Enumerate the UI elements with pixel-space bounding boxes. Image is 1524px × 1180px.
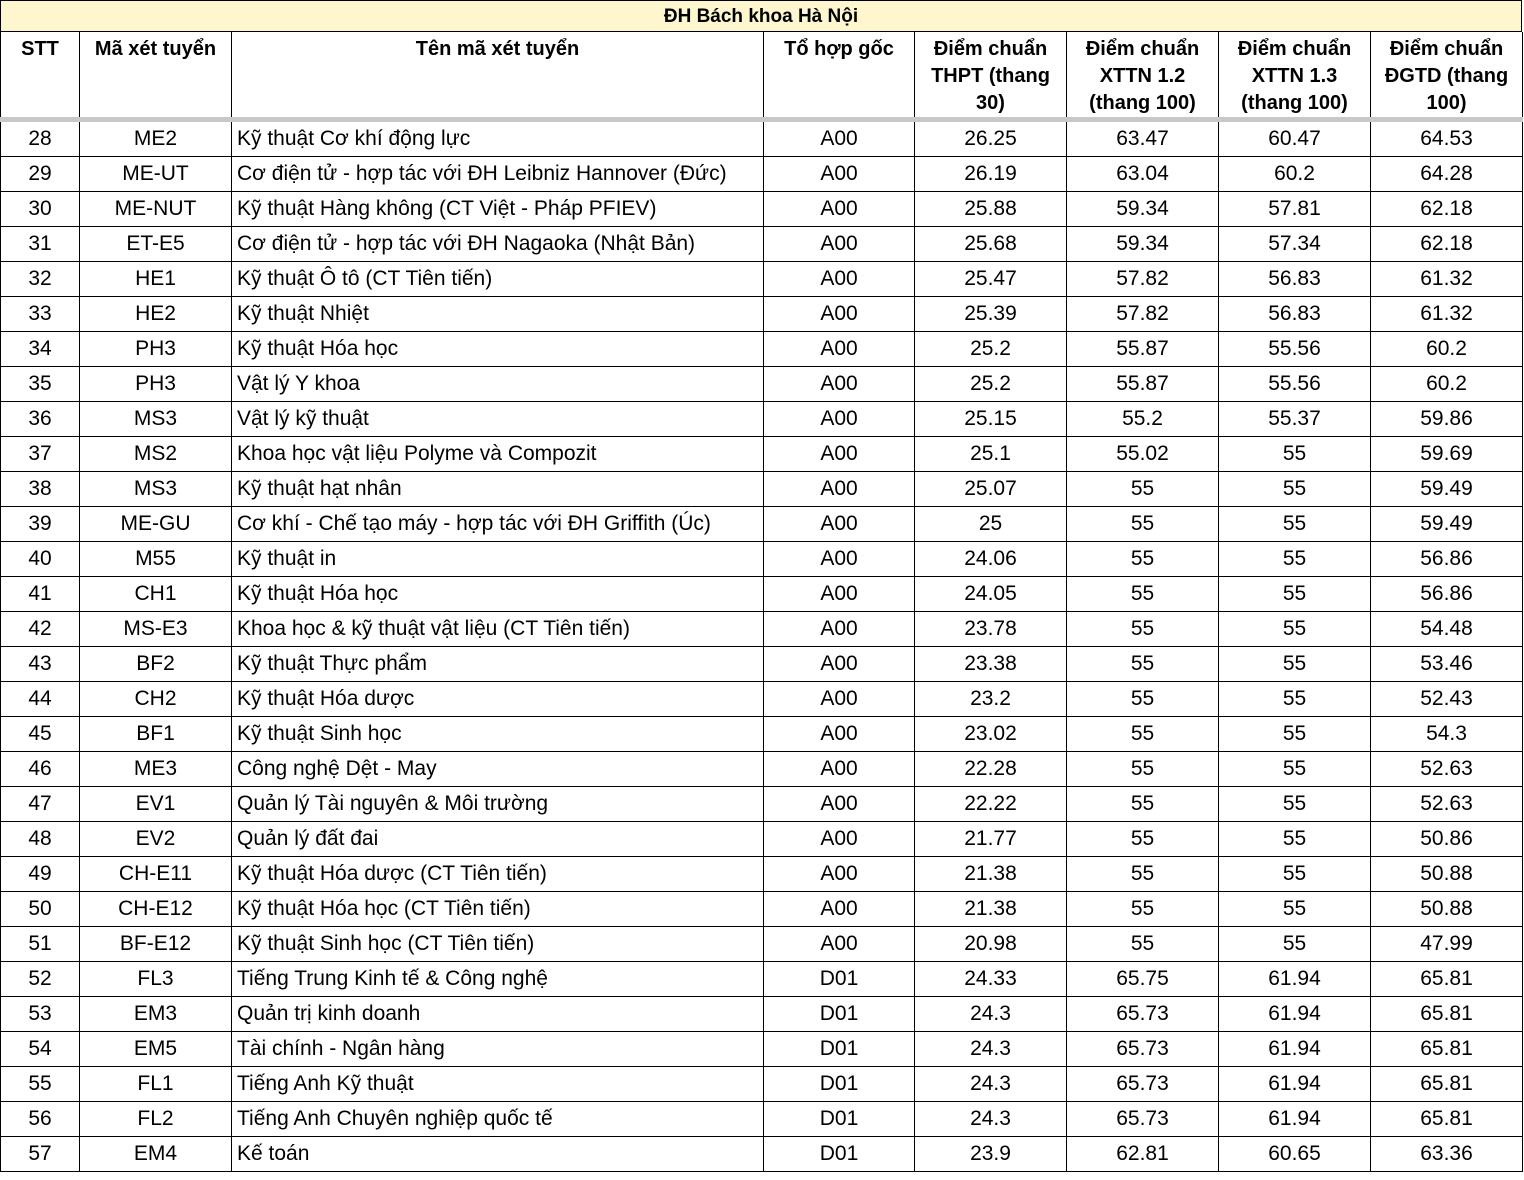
- cell-to-hop-goc: A00: [764, 120, 915, 157]
- cell-stt: 41: [1, 577, 80, 612]
- cell-ma-xet-tuyen: CH-E11: [80, 857, 232, 892]
- cell-diem-xttn-1-3: 55: [1219, 787, 1371, 822]
- header-to-hop-goc: Tổ hợp gốc: [764, 32, 915, 120]
- cell-diem-thpt: 25.68: [915, 227, 1067, 262]
- cell-stt: 30: [1, 192, 80, 227]
- cell-ma-xet-tuyen: ME-GU: [80, 507, 232, 542]
- cell-diem-xttn-1-3: 55: [1219, 682, 1371, 717]
- cell-ma-xet-tuyen: PH3: [80, 367, 232, 402]
- cell-diem-xttn-1-3: 55: [1219, 717, 1371, 752]
- cell-diem-dgtd: 65.81: [1371, 1067, 1523, 1102]
- cell-diem-thpt: 25: [915, 507, 1067, 542]
- cell-stt: 33: [1, 297, 80, 332]
- cell-ma-xet-tuyen: ET-E5: [80, 227, 232, 262]
- cell-diem-dgtd: 64.28: [1371, 157, 1523, 192]
- cell-to-hop-goc: A00: [764, 262, 915, 297]
- cell-ma-xet-tuyen: FL3: [80, 962, 232, 997]
- cell-diem-xttn-1-3: 55: [1219, 647, 1371, 682]
- table-row: [1, 892, 1523, 927]
- cell-ten-ma-xet-tuyen: Vật lý Y khoa: [232, 367, 764, 402]
- cell-ma-xet-tuyen: M55: [80, 542, 232, 577]
- table-row: [1, 367, 1523, 402]
- cell-diem-dgtd: 59.49: [1371, 472, 1523, 507]
- cell-diem-xttn-1-2: 57.82: [1067, 262, 1219, 297]
- cell-diem-xttn-1-2: 59.34: [1067, 192, 1219, 227]
- cell-ten-ma-xet-tuyen: Kỹ thuật Sinh học: [232, 717, 764, 752]
- cell-ten-ma-xet-tuyen: Kỹ thuật Hàng không (CT Việt - Pháp PFIEV): [232, 192, 764, 227]
- cell-diem-thpt: 24.3: [915, 997, 1067, 1032]
- table-row: [1, 612, 1523, 647]
- cell-diem-xttn-1-3: 55: [1219, 752, 1371, 787]
- cell-ma-xet-tuyen: ME3: [80, 752, 232, 787]
- cell-diem-xttn-1-3: 55: [1219, 822, 1371, 857]
- cell-diem-xttn-1-2: 55: [1067, 682, 1219, 717]
- cell-diem-xttn-1-2: 55.87: [1067, 332, 1219, 367]
- cell-to-hop-goc: A00: [764, 612, 915, 647]
- cell-to-hop-goc: A00: [764, 297, 915, 332]
- table-row: [1, 717, 1523, 752]
- cell-diem-xttn-1-3: 55: [1219, 437, 1371, 472]
- cell-stt: 47: [1, 787, 80, 822]
- cell-diem-xttn-1-3: 55: [1219, 577, 1371, 612]
- cell-diem-thpt: 23.78: [915, 612, 1067, 647]
- cell-ma-xet-tuyen: PH3: [80, 332, 232, 367]
- cell-diem-xttn-1-3: 55.56: [1219, 367, 1371, 402]
- cell-diem-dgtd: 64.53: [1371, 120, 1523, 157]
- cell-diem-dgtd: 60.2: [1371, 367, 1523, 402]
- cell-diem-xttn-1-2: 65.73: [1067, 1067, 1219, 1102]
- table-row: [1, 1032, 1523, 1067]
- cell-ten-ma-xet-tuyen: Cơ điện tử - hợp tác với ĐH Nagaoka (Nhật Bản): [232, 227, 764, 262]
- cell-to-hop-goc: A00: [764, 927, 915, 962]
- cell-ten-ma-xet-tuyen: Kỹ thuật Ô tô (CT Tiên tiến): [232, 262, 764, 297]
- cell-ten-ma-xet-tuyen: Tiếng Trung Kinh tế & Công nghệ: [232, 962, 764, 997]
- cell-diem-xttn-1-2: 65.75: [1067, 962, 1219, 997]
- cell-ten-ma-xet-tuyen: Quản lý đất đai: [232, 822, 764, 857]
- cell-diem-xttn-1-2: 55: [1067, 612, 1219, 647]
- cell-ma-xet-tuyen: MS3: [80, 472, 232, 507]
- cell-stt: 49: [1, 857, 80, 892]
- header-diem-thpt: Điểm chuẩn THPT (thang 30): [915, 32, 1067, 120]
- cell-stt: 31: [1, 227, 80, 262]
- cell-diem-dgtd: 47.99: [1371, 927, 1523, 962]
- cell-diem-xttn-1-3: 55.56: [1219, 332, 1371, 367]
- benchmark-score-table: [0, 32, 1523, 1172]
- cell-stt: 56: [1, 1102, 80, 1137]
- cell-diem-xttn-1-3: 55: [1219, 927, 1371, 962]
- table-row: [1, 647, 1523, 682]
- cell-to-hop-goc: D01: [764, 1137, 915, 1172]
- cell-diem-xttn-1-2: 65.73: [1067, 997, 1219, 1032]
- cell-ten-ma-xet-tuyen: Kỹ thuật Hóa dược (CT Tiên tiến): [232, 857, 764, 892]
- table-row: [1, 332, 1523, 367]
- cell-diem-xttn-1-2: 55: [1067, 507, 1219, 542]
- cell-to-hop-goc: A00: [764, 682, 915, 717]
- cell-to-hop-goc: A00: [764, 577, 915, 612]
- cell-stt: 29: [1, 157, 80, 192]
- cell-ma-xet-tuyen: EM4: [80, 1137, 232, 1172]
- cell-diem-xttn-1-3: 60.2: [1219, 157, 1371, 192]
- table-row: [1, 542, 1523, 577]
- cell-ma-xet-tuyen: HE1: [80, 262, 232, 297]
- cell-diem-xttn-1-2: 55: [1067, 472, 1219, 507]
- cell-stt: 44: [1, 682, 80, 717]
- cell-ma-xet-tuyen: CH2: [80, 682, 232, 717]
- cell-ma-xet-tuyen: FL1: [80, 1067, 232, 1102]
- cell-diem-xttn-1-3: 61.94: [1219, 1102, 1371, 1137]
- cell-ma-xet-tuyen: ME2: [80, 120, 232, 157]
- cell-diem-xttn-1-3: 56.83: [1219, 262, 1371, 297]
- cell-diem-thpt: 20.98: [915, 927, 1067, 962]
- cell-diem-xttn-1-3: 55: [1219, 507, 1371, 542]
- cell-diem-thpt: 25.88: [915, 192, 1067, 227]
- cell-diem-dgtd: 61.32: [1371, 262, 1523, 297]
- table-row: [1, 297, 1523, 332]
- cell-diem-thpt: 24.3: [915, 1032, 1067, 1067]
- cell-diem-thpt: 25.1: [915, 437, 1067, 472]
- cell-stt: 42: [1, 612, 80, 647]
- cell-diem-xttn-1-2: 55.2: [1067, 402, 1219, 437]
- table-row: [1, 157, 1523, 192]
- cell-diem-thpt: 24.33: [915, 962, 1067, 997]
- table-row: [1, 752, 1523, 787]
- cell-ten-ma-xet-tuyen: Vật lý kỹ thuật: [232, 402, 764, 437]
- cell-stt: 36: [1, 402, 80, 437]
- cell-ten-ma-xet-tuyen: Khoa học & kỹ thuật vật liệu (CT Tiên tiến): [232, 612, 764, 647]
- cell-to-hop-goc: A00: [764, 192, 915, 227]
- cell-diem-xttn-1-3: 60.65: [1219, 1137, 1371, 1172]
- cell-diem-dgtd: 61.32: [1371, 297, 1523, 332]
- cell-diem-dgtd: 52.63: [1371, 787, 1523, 822]
- cell-ten-ma-xet-tuyen: Cơ khí - Chế tạo máy - hợp tác với ĐH Griffith (Úc): [232, 507, 764, 542]
- cell-diem-dgtd: 56.86: [1371, 542, 1523, 577]
- cell-ten-ma-xet-tuyen: Kỹ thuật Hóa học: [232, 332, 764, 367]
- cell-diem-xttn-1-3: 55: [1219, 892, 1371, 927]
- cell-stt: 50: [1, 892, 80, 927]
- cell-diem-xttn-1-3: 55: [1219, 542, 1371, 577]
- cell-diem-thpt: 26.25: [915, 120, 1067, 157]
- cell-ten-ma-xet-tuyen: Công nghệ Dệt - May: [232, 752, 764, 787]
- cell-to-hop-goc: A00: [764, 507, 915, 542]
- table-row: [1, 682, 1523, 717]
- cell-ma-xet-tuyen: MS-E3: [80, 612, 232, 647]
- cell-diem-xttn-1-2: 55: [1067, 822, 1219, 857]
- cell-diem-xttn-1-3: 61.94: [1219, 1032, 1371, 1067]
- cell-ten-ma-xet-tuyen: Kỹ thuật Thực phẩm: [232, 647, 764, 682]
- cell-diem-thpt: 23.2: [915, 682, 1067, 717]
- cell-diem-xttn-1-3: 57.81: [1219, 192, 1371, 227]
- cell-diem-dgtd: 60.2: [1371, 332, 1523, 367]
- cell-ten-ma-xet-tuyen: Khoa học vật liệu Polyme và Compozit: [232, 437, 764, 472]
- cell-to-hop-goc: A00: [764, 717, 915, 752]
- cell-diem-xttn-1-2: 59.34: [1067, 227, 1219, 262]
- table-row: [1, 997, 1523, 1032]
- cell-ten-ma-xet-tuyen: Kỹ thuật Hóa dược: [232, 682, 764, 717]
- cell-diem-thpt: 25.15: [915, 402, 1067, 437]
- cell-diem-dgtd: 53.46: [1371, 647, 1523, 682]
- cell-ma-xet-tuyen: EV2: [80, 822, 232, 857]
- cell-ten-ma-xet-tuyen: Kế toán: [232, 1137, 764, 1172]
- cell-diem-xttn-1-2: 63.04: [1067, 157, 1219, 192]
- cell-to-hop-goc: A00: [764, 227, 915, 262]
- cell-diem-xttn-1-3: 55.37: [1219, 402, 1371, 437]
- cell-diem-xttn-1-2: 55: [1067, 717, 1219, 752]
- cell-ma-xet-tuyen: ME-NUT: [80, 192, 232, 227]
- table-row: [1, 1067, 1523, 1102]
- cell-stt: 48: [1, 822, 80, 857]
- cell-diem-thpt: 23.02: [915, 717, 1067, 752]
- cell-to-hop-goc: D01: [764, 1032, 915, 1067]
- cell-diem-dgtd: 56.86: [1371, 577, 1523, 612]
- cell-diem-thpt: 25.47: [915, 262, 1067, 297]
- table-row: [1, 262, 1523, 297]
- cell-diem-thpt: 25.07: [915, 472, 1067, 507]
- cell-to-hop-goc: A00: [764, 892, 915, 927]
- cell-diem-dgtd: 50.86: [1371, 822, 1523, 857]
- cell-diem-dgtd: 52.43: [1371, 682, 1523, 717]
- cell-diem-thpt: 24.3: [915, 1067, 1067, 1102]
- cell-diem-xttn-1-2: 65.73: [1067, 1032, 1219, 1067]
- cell-ma-xet-tuyen: EM3: [80, 997, 232, 1032]
- cell-stt: 35: [1, 367, 80, 402]
- cell-diem-xttn-1-2: 55: [1067, 542, 1219, 577]
- cell-diem-dgtd: 65.81: [1371, 1032, 1523, 1067]
- cell-diem-dgtd: 65.81: [1371, 997, 1523, 1032]
- cell-diem-dgtd: 50.88: [1371, 892, 1523, 927]
- table-title: ĐH Bách khoa Hà Nội: [0, 0, 1522, 32]
- header-stt: STT: [1, 32, 80, 120]
- cell-to-hop-goc: A00: [764, 857, 915, 892]
- cell-diem-thpt: 23.9: [915, 1137, 1067, 1172]
- cell-stt: 53: [1, 997, 80, 1032]
- cell-diem-thpt: 21.38: [915, 857, 1067, 892]
- header-ma-xet-tuyen: Mã xét tuyển: [80, 32, 232, 120]
- cell-to-hop-goc: A00: [764, 402, 915, 437]
- cell-diem-xttn-1-2: 57.82: [1067, 297, 1219, 332]
- cell-stt: 40: [1, 542, 80, 577]
- cell-ma-xet-tuyen: BF1: [80, 717, 232, 752]
- cell-ten-ma-xet-tuyen: Kỹ thuật Hóa học: [232, 577, 764, 612]
- cell-to-hop-goc: A00: [764, 822, 915, 857]
- cell-stt: 51: [1, 927, 80, 962]
- cell-diem-xttn-1-3: 61.94: [1219, 962, 1371, 997]
- cell-diem-thpt: 25.39: [915, 297, 1067, 332]
- cell-ma-xet-tuyen: MS3: [80, 402, 232, 437]
- cell-ten-ma-xet-tuyen: Kỹ thuật Sinh học (CT Tiên tiến): [232, 927, 764, 962]
- cell-diem-thpt: 24.3: [915, 1102, 1067, 1137]
- cell-diem-thpt: 21.77: [915, 822, 1067, 857]
- cell-stt: 52: [1, 962, 80, 997]
- table-row: [1, 402, 1523, 437]
- cell-diem-xttn-1-3: 61.94: [1219, 997, 1371, 1032]
- cell-ten-ma-xet-tuyen: Kỹ thuật Cơ khí động lực: [232, 120, 764, 157]
- cell-stt: 46: [1, 752, 80, 787]
- table-row: [1, 787, 1523, 822]
- cell-ma-xet-tuyen: BF-E12: [80, 927, 232, 962]
- cell-to-hop-goc: A00: [764, 472, 915, 507]
- cell-diem-dgtd: 63.36: [1371, 1137, 1523, 1172]
- table-row: [1, 962, 1523, 997]
- cell-diem-xttn-1-3: 55: [1219, 857, 1371, 892]
- cell-diem-thpt: 21.38: [915, 892, 1067, 927]
- cell-stt: 55: [1, 1067, 80, 1102]
- cell-to-hop-goc: A00: [764, 367, 915, 402]
- cell-ma-xet-tuyen: FL2: [80, 1102, 232, 1137]
- table-row: [1, 822, 1523, 857]
- cell-ma-xet-tuyen: EV1: [80, 787, 232, 822]
- cell-diem-dgtd: 50.88: [1371, 857, 1523, 892]
- cell-diem-dgtd: 59.49: [1371, 507, 1523, 542]
- cell-to-hop-goc: A00: [764, 787, 915, 822]
- cell-ma-xet-tuyen: EM5: [80, 1032, 232, 1067]
- table-body: [1, 120, 1523, 1172]
- cell-ten-ma-xet-tuyen: Tiếng Anh Chuyên nghiệp quốc tế: [232, 1102, 764, 1137]
- cell-ten-ma-xet-tuyen: Cơ điện tử - hợp tác với ĐH Leibniz Hannover (Đức): [232, 157, 764, 192]
- cell-diem-xttn-1-3: 60.47: [1219, 120, 1371, 157]
- cell-ma-xet-tuyen: ME-UT: [80, 157, 232, 192]
- cell-to-hop-goc: A00: [764, 437, 915, 472]
- cell-diem-xttn-1-2: 62.81: [1067, 1137, 1219, 1172]
- cell-stt: 39: [1, 507, 80, 542]
- cell-diem-dgtd: 54.48: [1371, 612, 1523, 647]
- cell-to-hop-goc: A00: [764, 332, 915, 367]
- table-row: [1, 192, 1523, 227]
- cell-to-hop-goc: D01: [764, 1102, 915, 1137]
- cell-diem-xttn-1-3: 57.34: [1219, 227, 1371, 262]
- cell-stt: 54: [1, 1032, 80, 1067]
- cell-ten-ma-xet-tuyen: Quản trị kinh doanh: [232, 997, 764, 1032]
- cell-diem-dgtd: 65.81: [1371, 1102, 1523, 1137]
- cell-ten-ma-xet-tuyen: Kỹ thuật Nhiệt: [232, 297, 764, 332]
- table-row: [1, 857, 1523, 892]
- cell-diem-dgtd: 52.63: [1371, 752, 1523, 787]
- cell-stt: 32: [1, 262, 80, 297]
- cell-stt: 45: [1, 717, 80, 752]
- table-row: [1, 507, 1523, 542]
- cell-ten-ma-xet-tuyen: Tài chính - Ngân hàng: [232, 1032, 764, 1067]
- cell-diem-xttn-1-2: 65.73: [1067, 1102, 1219, 1137]
- header-diem-xttn-1-3: Điểm chuẩn XTTN 1.3 (thang 100): [1219, 32, 1371, 120]
- cell-diem-xttn-1-3: 56.83: [1219, 297, 1371, 332]
- cell-diem-xttn-1-2: 55.02: [1067, 437, 1219, 472]
- table-row: [1, 120, 1523, 157]
- header-row: [1, 32, 1523, 120]
- cell-diem-xttn-1-2: 55: [1067, 857, 1219, 892]
- cell-diem-thpt: 24.05: [915, 577, 1067, 612]
- cell-diem-thpt: 25.2: [915, 367, 1067, 402]
- cell-diem-xttn-1-3: 55: [1219, 612, 1371, 647]
- cell-diem-dgtd: 62.18: [1371, 192, 1523, 227]
- cell-to-hop-goc: A00: [764, 647, 915, 682]
- cell-diem-dgtd: 59.69: [1371, 437, 1523, 472]
- table-row: [1, 227, 1523, 262]
- table-row: [1, 577, 1523, 612]
- cell-diem-xttn-1-2: 55.87: [1067, 367, 1219, 402]
- table-row: [1, 1137, 1523, 1172]
- cell-diem-thpt: 26.19: [915, 157, 1067, 192]
- cell-ma-xet-tuyen: CH-E12: [80, 892, 232, 927]
- table-row: [1, 437, 1523, 472]
- cell-diem-dgtd: 54.3: [1371, 717, 1523, 752]
- cell-to-hop-goc: A00: [764, 752, 915, 787]
- cell-to-hop-goc: A00: [764, 542, 915, 577]
- cell-ten-ma-xet-tuyen: Kỹ thuật in: [232, 542, 764, 577]
- cell-diem-dgtd: 62.18: [1371, 227, 1523, 262]
- cell-to-hop-goc: D01: [764, 962, 915, 997]
- cell-stt: 37: [1, 437, 80, 472]
- cell-to-hop-goc: A00: [764, 157, 915, 192]
- cell-to-hop-goc: D01: [764, 1067, 915, 1102]
- cell-ma-xet-tuyen: CH1: [80, 577, 232, 612]
- cell-diem-thpt: 23.38: [915, 647, 1067, 682]
- cell-stt: 28: [1, 120, 80, 157]
- cell-diem-xttn-1-2: 55: [1067, 787, 1219, 822]
- cell-stt: 34: [1, 332, 80, 367]
- table-row: [1, 927, 1523, 962]
- cell-diem-xttn-1-2: 55: [1067, 927, 1219, 962]
- cell-diem-thpt: 22.28: [915, 752, 1067, 787]
- cell-ten-ma-xet-tuyen: Kỹ thuật Hóa học (CT Tiên tiến): [232, 892, 764, 927]
- cell-diem-xttn-1-2: 55: [1067, 577, 1219, 612]
- cell-ma-xet-tuyen: HE2: [80, 297, 232, 332]
- cell-diem-xttn-1-3: 61.94: [1219, 1067, 1371, 1102]
- cell-stt: 38: [1, 472, 80, 507]
- cell-diem-xttn-1-2: 63.47: [1067, 120, 1219, 157]
- cell-to-hop-goc: D01: [764, 997, 915, 1032]
- cell-ten-ma-xet-tuyen: Kỹ thuật hạt nhân: [232, 472, 764, 507]
- header-ten-ma-xet-tuyen: Tên mã xét tuyển: [232, 32, 764, 120]
- cell-stt: 43: [1, 647, 80, 682]
- table-row: [1, 1102, 1523, 1137]
- cell-diem-dgtd: 65.81: [1371, 962, 1523, 997]
- cell-ten-ma-xet-tuyen: Quản lý Tài nguyên & Môi trường: [232, 787, 764, 822]
- table-row: [1, 472, 1523, 507]
- cell-diem-xttn-1-2: 55: [1067, 752, 1219, 787]
- cell-diem-thpt: 22.22: [915, 787, 1067, 822]
- cell-diem-dgtd: 59.86: [1371, 402, 1523, 437]
- cell-diem-xttn-1-2: 55: [1067, 647, 1219, 682]
- cell-diem-xttn-1-2: 55: [1067, 892, 1219, 927]
- cell-ma-xet-tuyen: BF2: [80, 647, 232, 682]
- header-diem-dgtd: Điểm chuẩn ĐGTD (thang 100): [1371, 32, 1523, 120]
- cell-ten-ma-xet-tuyen: Tiếng Anh Kỹ thuật: [232, 1067, 764, 1102]
- cell-diem-thpt: 25.2: [915, 332, 1067, 367]
- table-header: [1, 32, 1523, 120]
- cell-diem-thpt: 24.06: [915, 542, 1067, 577]
- cell-diem-xttn-1-3: 55: [1219, 472, 1371, 507]
- cell-ma-xet-tuyen: MS2: [80, 437, 232, 472]
- header-diem-xttn-1-2: Điểm chuẩn XTTN 1.2 (thang 100): [1067, 32, 1219, 120]
- cell-stt: 57: [1, 1137, 80, 1172]
